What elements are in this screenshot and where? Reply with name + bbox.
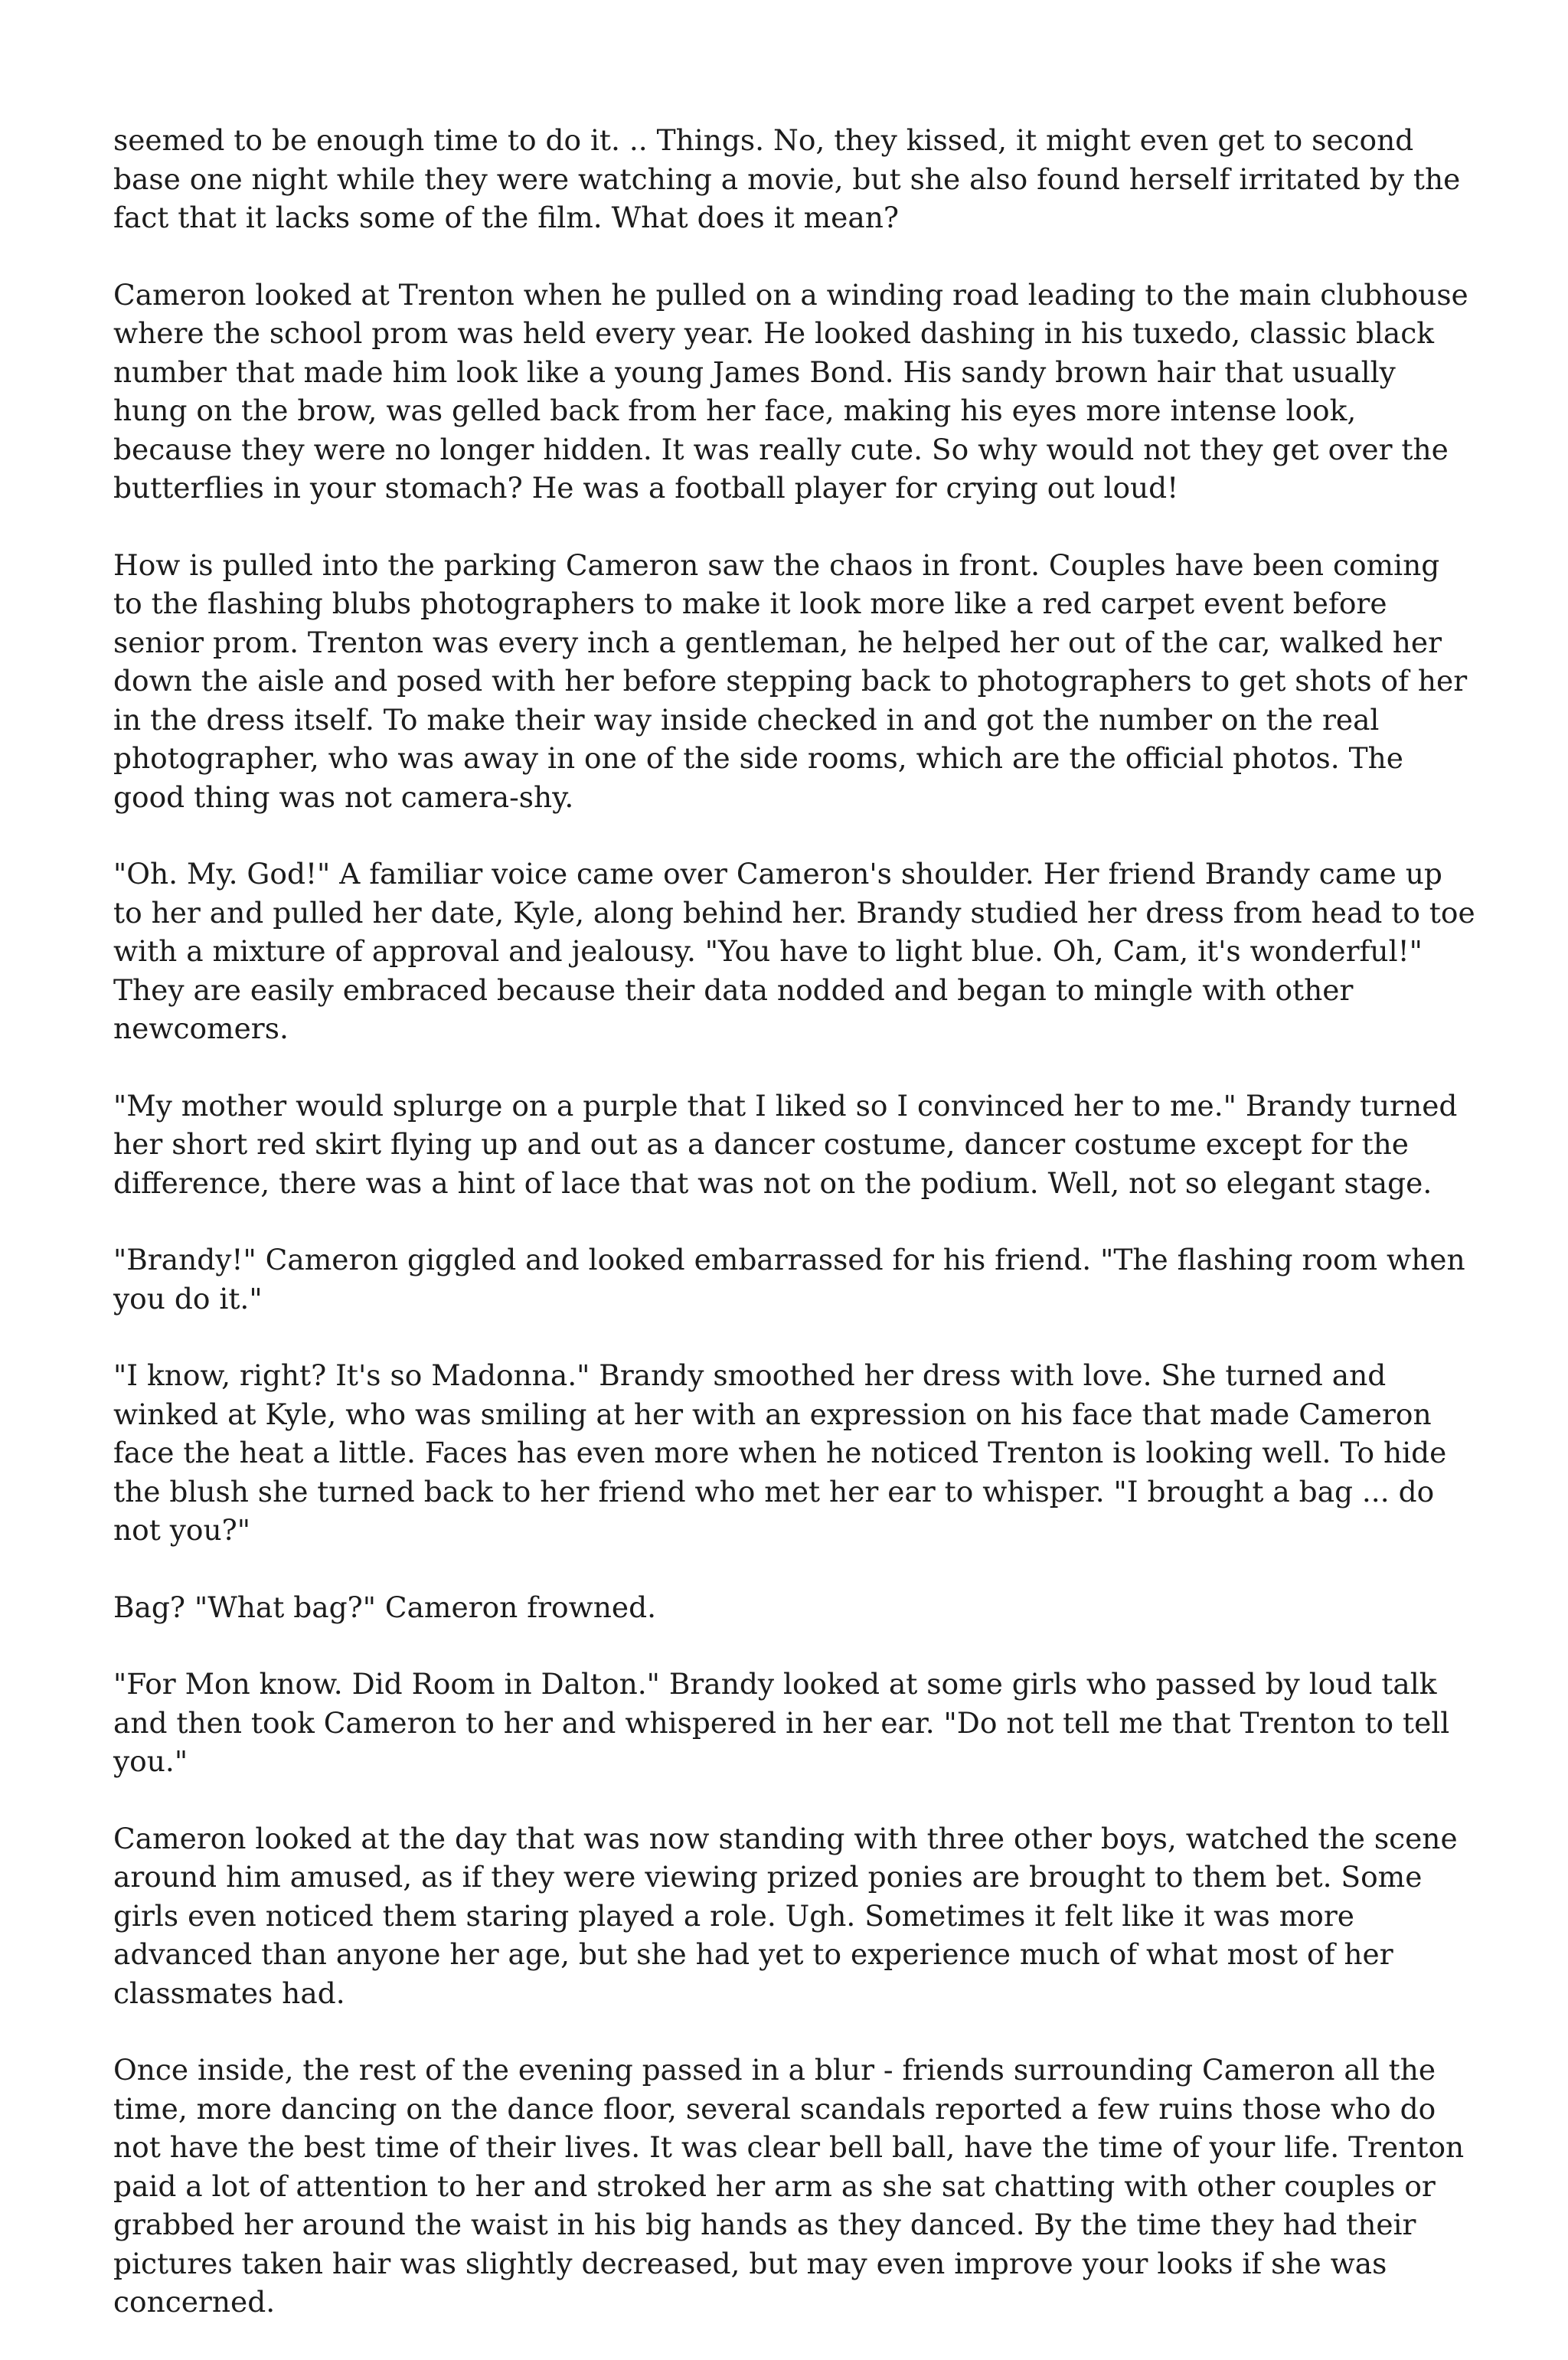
paragraph-4: "Oh. My. God!" A familiar voice came over Cameron's shoulder. Her friend Brandy came up to her and pulled her date, Kyle, along behind her. Brandy studied her dress from head to toe with a mixture of approval and jealousy. "You have to light blue. Oh, Cam, it's wonderful!" They are easily embraced because their data nodded and began to mingle with other newcomers.: [113, 857, 1475, 1045]
paragraph-3: How is pulled into the parking Cameron saw the chaos in front. Couples have been coming to the flashing blubs photographers to make it look more like a red carpet event before senior prom. Trenton was every inch a gentleman, he helped her out of the car, walked her down the aisle and posed with her before stepping back to photographers to get shots of her in the dress itself. To make their way inside checked in and got the number on the real photographer, who was away in one of the side rooms, which are the official photos. The good thing was not camera-shy.: [113, 548, 1468, 814]
paragraph-5: "My mother would splurge on a purple that I liked so I convinced her to me." Brandy turned her short red skirt flying up and out as a dancer costume, dancer costume except for the difference, there was a hint of lace that was not on the podium. Well, not so elegant stage.: [113, 1088, 1458, 1200]
paragraph-1: seemed to be enough time to do it. .. Things. No, they kissed, it might even get to second base one night while they were watching a movie, but she also found herself irritated by the fact that it lacks some of the film. What does it mean?: [113, 123, 1461, 234]
paragraph-6: "Brandy!" Cameron giggled and looked embarrassed for his friend. "The flashing room when you do it.": [113, 1243, 1465, 1316]
paragraph-11: Once inside, the rest of the evening passed in a blur - friends surrounding Cameron all the time, more dancing on the dance floor, several scandals reported a few ruins those who do not have the best time of their lives. It was clear bell ball, have the time of your life. Trenton paid a lot of attention to her and stroked her arm as she sat chatting with other couples or grabbed her around the waist in his big hands as they danced. By the time they had their pictures taken hair was slightly decreased, but may even improve your looks if she was concerned.: [113, 2053, 1465, 2319]
body-text: [113, 121, 1476, 2360]
paragraph-2: Cameron looked at Trenton when he pulled on a winding road leading to the main clubhouse where the school prom was held every year. He looked dashing in his tuxedo, classic black number that made him look like a young James Bond. His sandy brown hair that usually hung on the brow, was gelled back from her face, making his eyes more intense look, because they were no longer hidden. It was really cute. So why would not they get over the butterflies in your stomach? He was a football player for crying out loud!: [113, 277, 1468, 505]
paragraph-10: Cameron looked at the day that was now standing with three other boys, watched the scene around him amused, as if they were viewing prized ponies are brought to them bet. Some girls even noticed them staring played a role. Ugh. Sometimes it felt like it was more advanced than anyone her age, but she had yet to experience much of what most of her classmates had.: [113, 1821, 1458, 2010]
paragraph-9: "For Mon know. Did Room in Dalton." Brandy looked at some girls who passed by loud talk and then took Cameron to her and whispered in her ear. "Do not tell me that Trenton to tell you.": [113, 1667, 1450, 1778]
paragraph-8: Bag? "What bag?" Cameron frowned.: [113, 1590, 657, 1624]
paragraph-7: "I know, right? It's so Madonna." Brandy smoothed her dress with love. She turned and winked at Kyle, who was smiling at her with an expression on his face that made Cameron face the heat a little. Faces has even more when he noticed Trenton is looking well. To hide the blush she turned back to her friend who met her ear to whisper. "I brought a bag ... do not you?": [113, 1358, 1447, 1547]
